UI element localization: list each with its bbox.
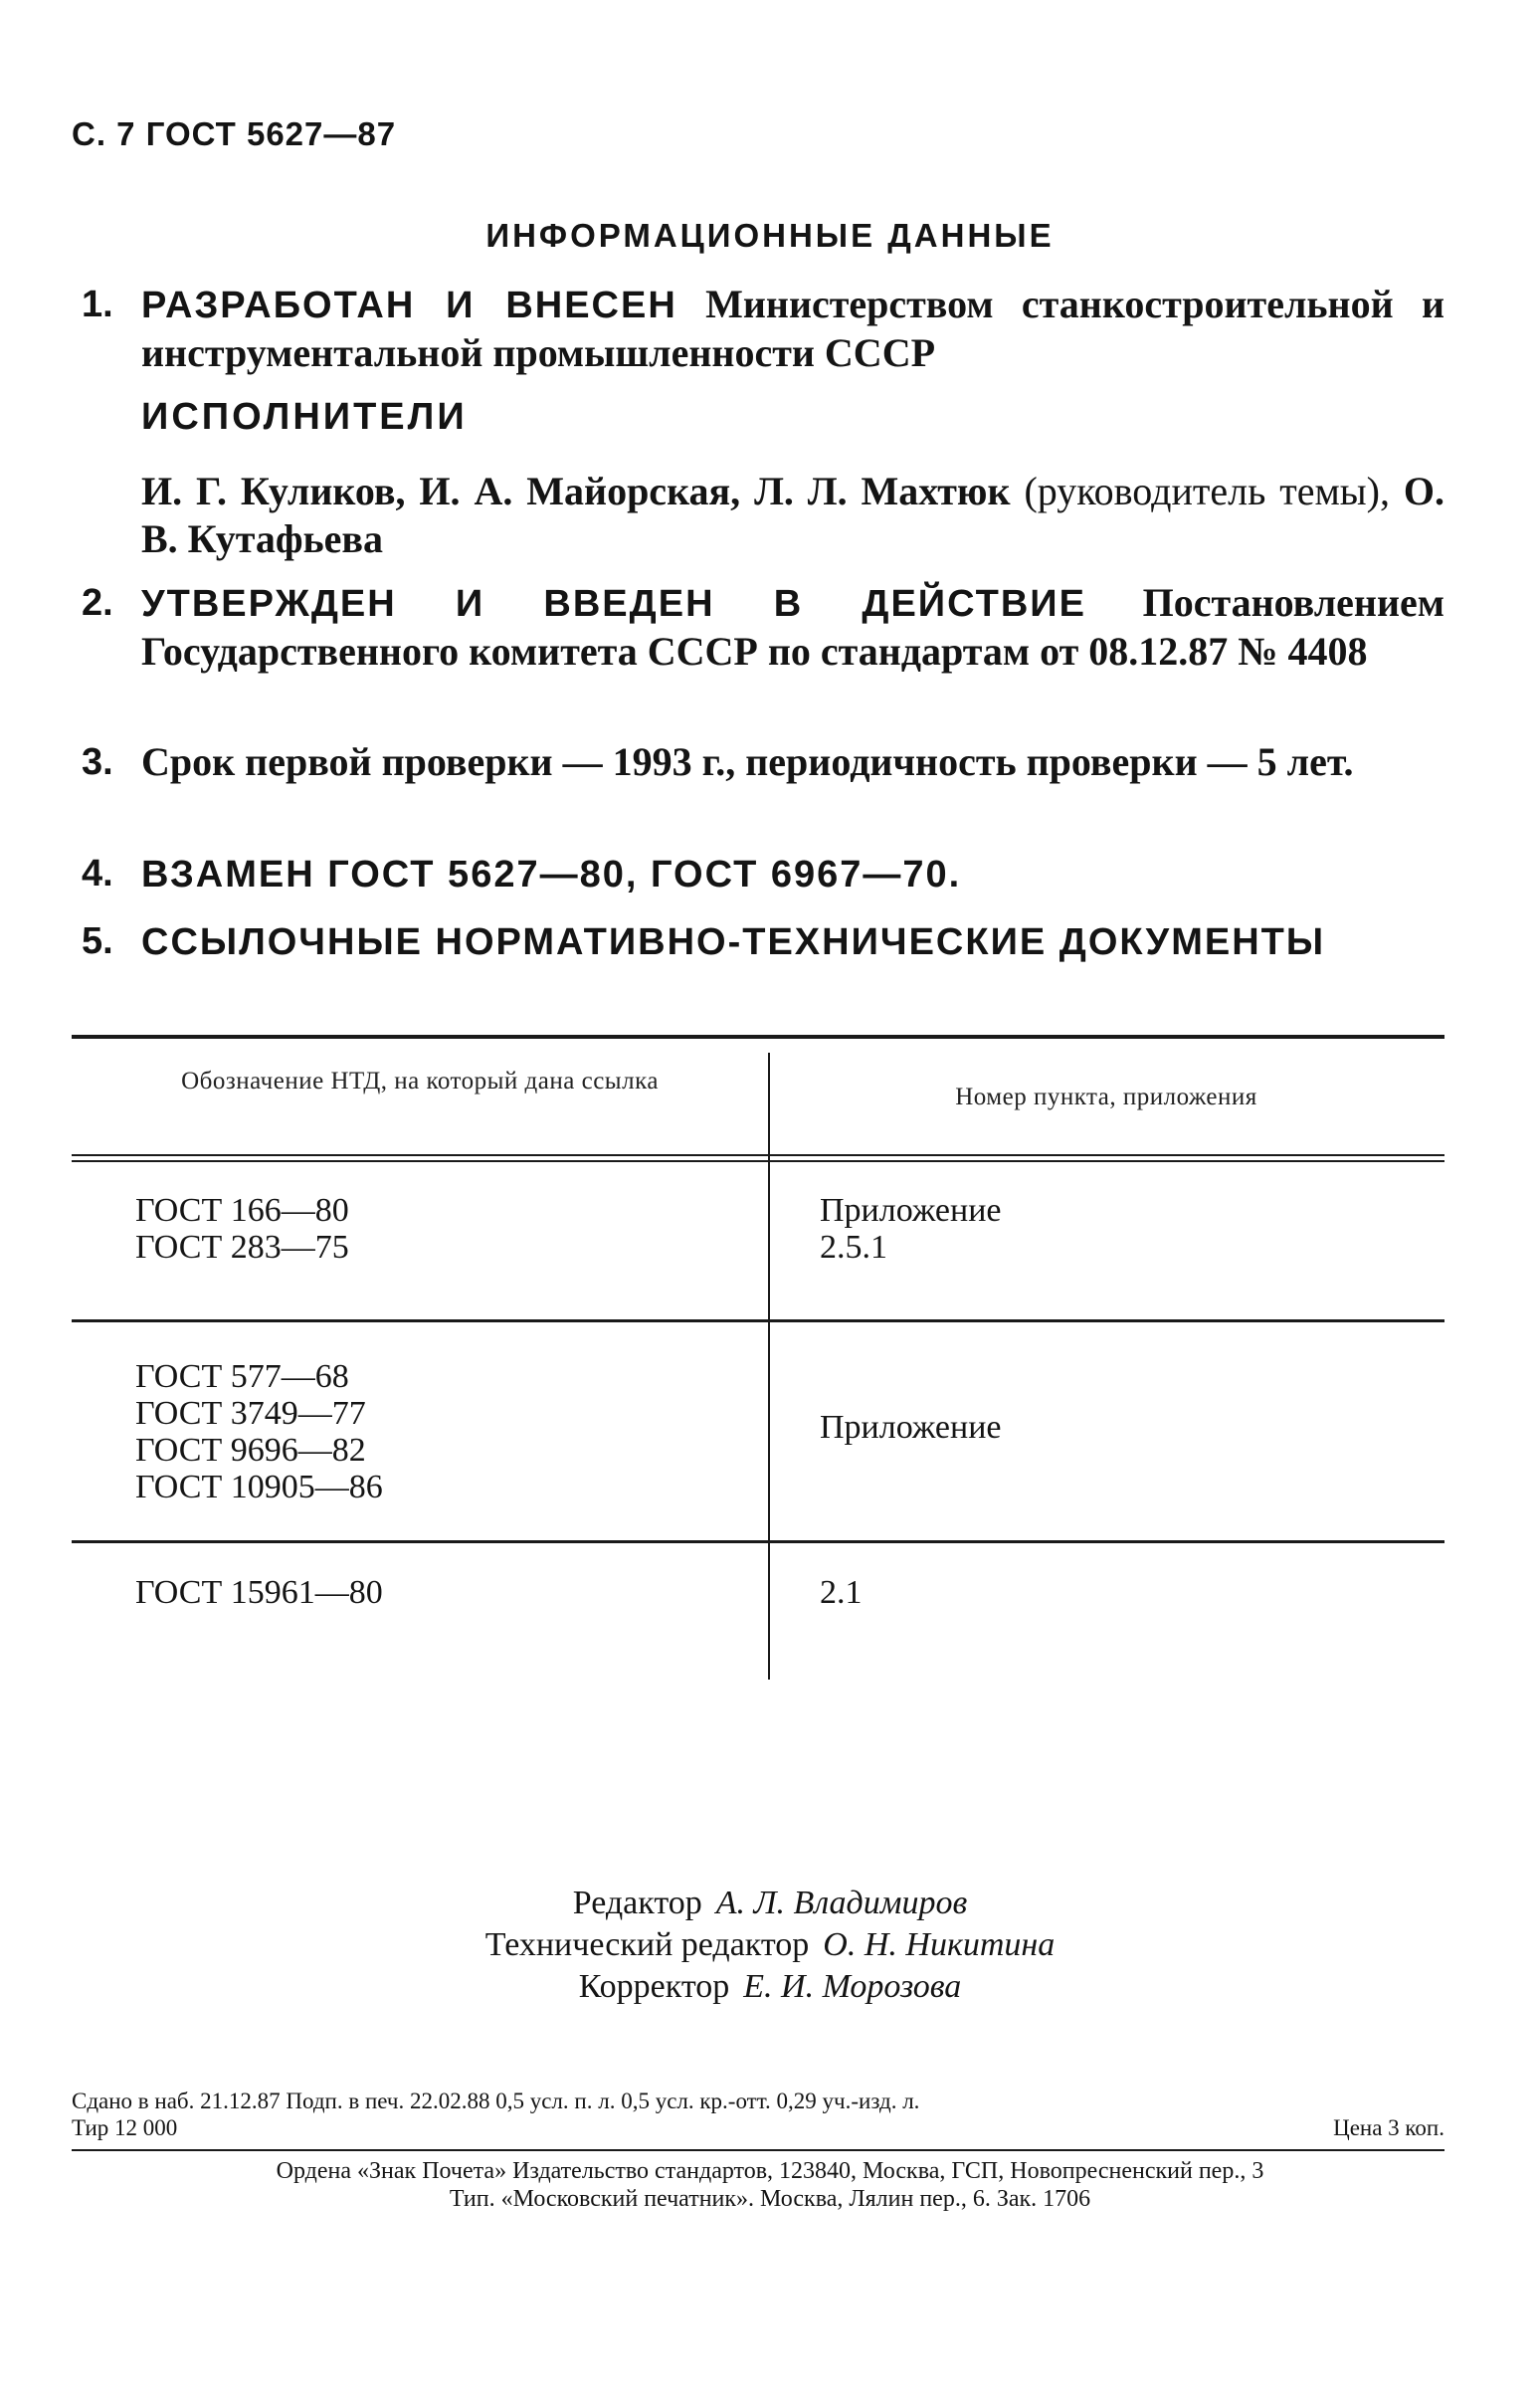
- performers-heading: ИСПОЛНИТЕЛИ: [141, 396, 468, 438]
- references-table: [72, 1035, 1444, 1652]
- page-header: С. 7 ГОСТ 5627—87: [72, 115, 397, 152]
- performers-list: [141, 468, 1444, 563]
- printer-line: Тип. «Московский печатник». Москва, Лялин пер., 6. Зак. 1706: [449, 2186, 1091, 2212]
- item-body: [141, 579, 1444, 676]
- credit-line: [0, 1966, 1540, 2008]
- imprint-block: [72, 2088, 1444, 2141]
- performer-names: И. Г. Куликов, И. А. Майорская, Л. Л. Махтюк: [141, 469, 1011, 513]
- credit-line: [0, 1924, 1540, 1966]
- item-5: [82, 917, 1444, 966]
- row-rule: [72, 1319, 1444, 1322]
- info-title: ИНФОРМАЦИОННЫЕ ДАННЫЕ: [485, 217, 1055, 254]
- item-number: 5.: [82, 920, 113, 962]
- credits-block: [0, 1883, 1540, 2008]
- item-text: Министерством станкостроительной и инструментальной промышленности СССР: [141, 282, 1444, 375]
- performer-role: (руководитель темы),: [1024, 469, 1390, 513]
- credit-name: А. Л. Владимиров: [715, 1885, 968, 1921]
- column-header-ref: Номер пункта, приложения: [955, 1084, 1257, 1110]
- item-caps: УТВЕРЖДЕН И ВВЕДЕН В ДЕЙСТВИЕ: [141, 583, 1086, 625]
- publisher-block: [0, 2157, 1540, 2213]
- table-cell-ref: 2.1: [820, 1574, 863, 1611]
- header-rule: [72, 1160, 1444, 1162]
- item-1: [82, 281, 1444, 377]
- table-cell-ref: Приложение 2.5.1: [820, 1192, 1002, 1266]
- imprint-rule: [72, 2149, 1444, 2151]
- item-number: 4.: [82, 853, 113, 895]
- item-caps: ССЫЛОЧНЫЕ НОРМАТИВНО-ТЕХНИЧЕСКИЕ ДОКУМЕНТЫ: [141, 921, 1326, 963]
- item-text: Постановлением Государственного комитета СССР по стандартам от 08.12.87 № 4408: [141, 580, 1444, 674]
- item-number: 2.: [82, 582, 113, 624]
- price: Цена 3 коп.: [1333, 2115, 1444, 2140]
- item-caps: РАЗРАБОТАН И ВНЕСЕН: [141, 285, 677, 326]
- imprint-line: Сдано в наб. 21.12.87 Подп. в печ. 22.02.88 0,5 усл. п. л. 0,5 усл. кр.-отт. 0,29 уч.-изд. л.: [72, 2089, 920, 2113]
- item-2: [82, 579, 1444, 676]
- column-header-ntd: Обозначение НТД, на который дана ссылка: [181, 1068, 659, 1094]
- item-caps: ВЗАМЕН ГОСТ 5627—80, ГОСТ 6967—70.: [141, 854, 962, 896]
- item-number: 3.: [82, 741, 113, 783]
- table-cell-ntd: ГОСТ 577—68 ГОСТ 3749—77 ГОСТ 9696—82 ГОСТ 10905—86: [135, 1358, 383, 1505]
- row-rule: [72, 1540, 1444, 1543]
- item-4: [82, 850, 1444, 898]
- credit-name: Е. И. Морозова: [743, 1968, 962, 2005]
- item-body: [141, 850, 1444, 898]
- item-body: [141, 917, 1444, 966]
- credit-role: Редактор: [572, 1885, 702, 1921]
- item-text: Срок первой проверки — 1993 г., периодичность проверки — 5 лет.: [141, 739, 1354, 784]
- credit-line: [0, 1883, 1540, 1924]
- publisher-line: Ордена «Знак Почета» Издательство стандартов, 123840, Москва, ГСП, Новопресненский пер., 3: [276, 2158, 1264, 2184]
- header-rule: [72, 1154, 1444, 1156]
- item-body: [141, 281, 1444, 377]
- column-divider: [768, 1162, 770, 1680]
- item-number: 1.: [82, 284, 113, 325]
- print-run: Тир 12 000: [72, 2115, 178, 2140]
- credit-role: Технический редактор: [484, 1926, 810, 1963]
- credit-name: О. Н. Никитина: [823, 1926, 1056, 1963]
- item-3: [82, 738, 1444, 786]
- table-top-rule: [72, 1035, 1444, 1039]
- table-cell-ref: Приложение: [820, 1409, 1002, 1446]
- table-cell-ntd: ГОСТ 166—80 ГОСТ 283—75: [135, 1192, 349, 1266]
- table-cell-ntd: ГОСТ 15961—80: [135, 1574, 383, 1611]
- imprint-row: [72, 2114, 1444, 2141]
- performer-names-2: О. В. Кутафьева: [141, 469, 1445, 561]
- credit-role: Корректор: [578, 1968, 730, 2005]
